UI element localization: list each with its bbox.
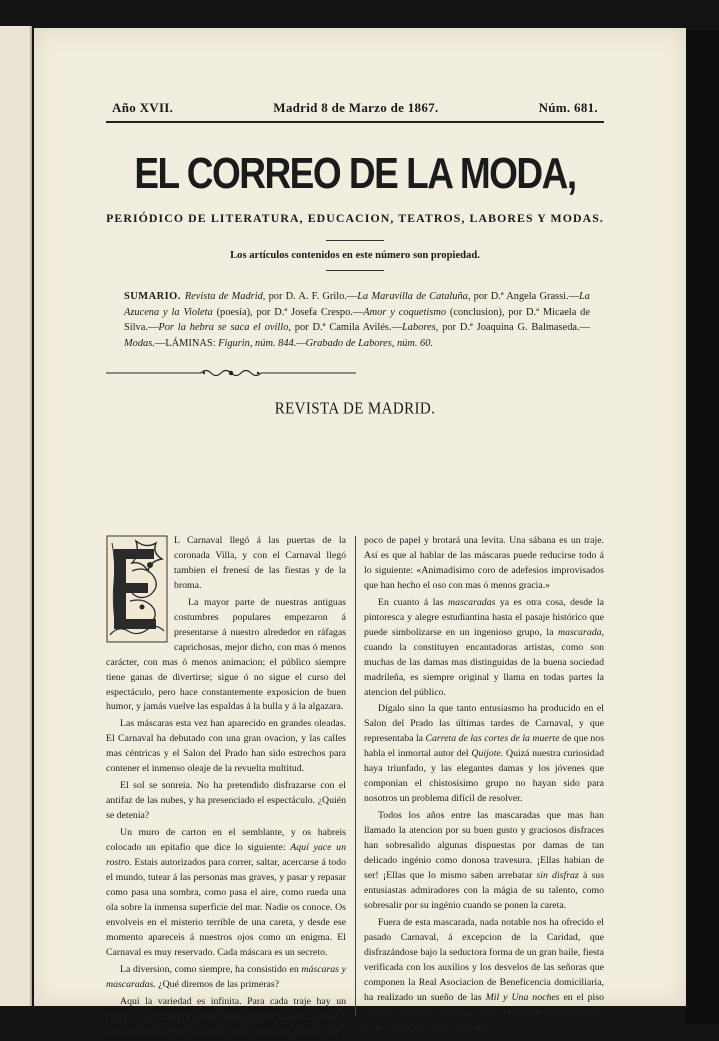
text-run: Modas.	[124, 337, 155, 349]
text-run: , por D. A. F. Grilo.—	[262, 291, 358, 302]
text-run: La diversion, como siempre, ha consistido en	[120, 963, 302, 975]
divider-rule	[326, 270, 384, 271]
ornament-divider	[106, 368, 356, 378]
text-run: ya es otra cosa, desde la pintoresca y alegre estudiantina hasta el pasaje histórico que puede simbolizarse en un ingenioso grupo, la	[364, 596, 604, 638]
issue-date: Madrid 8 de Marzo de 1867.	[273, 100, 439, 115]
text-run: de que nos habla el inmortal autor del	[364, 733, 605, 760]
text-run: Fuera de esta mascarada, nada notable nos ha ofrecido el pasado Carnaval, á excepcion de la Caridad, que disfrazándose bajo la seductora forma de un gran baile, fiesta verificada con los auxilios y los desvelos de las señoras que componen la Real Asociacion de Beneficencia domiciliaria, ha realizado un sueño de las	[364, 916, 604, 1003]
masthead-info	[106, 100, 604, 118]
summary-block	[106, 289, 604, 351]
text-run: (poesía), por D.ª Josefa Crespo.—	[212, 306, 364, 318]
text-run: —LÁMINAS:	[154, 337, 219, 349]
text-run: máscaras y mascaradas.	[106, 963, 347, 990]
divider-rule	[326, 240, 384, 241]
text-run: mascarada,	[558, 626, 604, 638]
text-run: Aquí la variedad es infinita. Para cada traje hay un capricho, de cualquier cosa puede hacerse un sombrero. En estos vestidos todos los sastres son á propósito. Recojed un	[106, 995, 346, 1037]
text-run: Las máscaras esta vez han aparecido en grandes oleadas. El Carnaval ha debutado con una gran ovacion, y las calles mas céntricas y el Salon del Prado han sido estrechos para contener el inmenso oleaje de la revuelta multitud.	[106, 718, 346, 775]
article-paragraph	[106, 717, 346, 777]
text-run: poco de papel y brotará una levita. Una sábana es un traje. Así es que al hablar de las máscaras puede reducirse todo á lo siguiente: «Animadísimo coro de adefesios improvisados que han hecho el oso con mas ó menos gracia.»	[364, 535, 604, 591]
issue-number: Núm. 681.	[538, 100, 598, 115]
text-run: Quijote.	[471, 748, 504, 760]
article-column-right	[364, 534, 604, 1041]
scan-background	[686, 30, 719, 1024]
text-run: Por la hebra se saca el ovillo	[158, 322, 289, 333]
text-run: , por D.ª Angela Grassi.—	[467, 291, 580, 302]
newspaper-subtitle: PERIÓDICO DE LITERATURA, EDUCACION, TEATROS, LABORES Y MODAS.	[106, 211, 604, 225]
article-paragraph	[364, 809, 604, 914]
ornamental-dropcap-e-icon	[106, 535, 168, 643]
masthead-rule	[106, 121, 604, 123]
article-paragraph	[106, 995, 346, 1040]
text-run: En cuanto á las	[378, 596, 449, 608]
newspaper-page	[34, 28, 686, 1037]
adjacent-page-edge	[0, 26, 32, 1006]
text-run: Un muro de carton en el semblante, y os habreis colocado un epitafio que dice lo siguiente:	[106, 827, 346, 854]
text-run: cuando la constituyen encantadoras artistas, como son muchas de las damas mas distinguidas de la buena sociedad madrileña, es siempre original y llama en todas partes la atencion del público.	[364, 641, 604, 698]
property-notice: Los artículos contenidos en este número son propiedad.	[230, 250, 480, 261]
text-run: mascaradas	[448, 596, 496, 608]
text-run: (conclusion), por D.ª Micaela de Silva.—	[124, 306, 590, 333]
article-paragraph	[364, 916, 604, 1036]
section-title: REVISTA DE MADRID.	[274, 399, 436, 418]
text-run: L Carnaval llegó á las puertas de la coronada Villa, y con el Carnaval llegó tambien el frenesí de las fiestas y de la broma.	[174, 535, 346, 591]
text-run: Quizá nuestra curiosidad haya triunfado, y las elegantes damas y los jóvenes que componian el chistosísimo grupo no hayan sido para nosotros un problema difícil de resolver.	[364, 748, 605, 805]
summary-text	[124, 291, 590, 349]
article-paragraph	[106, 779, 346, 824]
text-run: en el piso bajo del magnífico edificio que el Duque de Granada posée en la Cuesta de Santo Domingo.	[364, 991, 604, 1033]
text-run: La Maravilla de Cataluña	[357, 291, 468, 302]
newspaper-title: EL CORREO DE LA MODA,	[134, 149, 576, 198]
text-run: á sus entusiastas admiradores con la mágia de su talento, como sobresalir por su ingénio cuando se ponen la careta.	[364, 869, 605, 911]
text-run: Todos los años entre las mascaradas que mas han llamado la atencion por su buen gusto y graciosos disfraces han sobresalido algunas dispuestas por damas de tan delicado ingénio como donosa travesura. ¡Ellas habian de ser! ¡Ellas que lo mismo saben arrebatar	[364, 810, 604, 881]
article-paragraph	[106, 826, 346, 961]
text-run: Figurin, núm. 844.—Grabado de Labores, núm. 60.	[218, 337, 434, 349]
article-paragraph	[364, 702, 604, 807]
column-divider	[355, 536, 356, 1016]
article-paragraph	[106, 963, 346, 993]
text-run: La Azucena y la Violeta	[124, 291, 591, 318]
summary-label: SUMARIO.	[124, 291, 181, 302]
text-run: El sol se sonreia. No ha pretendido disfrazarse con el antifaz de las nubes, y ha presenciado el espectáculo. ¿Quién se detenia?	[106, 780, 346, 822]
article-column-left	[106, 534, 346, 1041]
text-run: La mayor parte de nuestras antiguas costumbres populares empezaron á presentarse á nuestro alrededor en ráfagas caprichosas, mejor dicho, con mas ó menos carácter, con mas ó menos animacion; el público siempre tiene ganas de divertirse; sigue ó no sigue el curso del espectáculo, pero hace constantemente exposicion de buen humor, y jamás vuelve las espaldas á la bulla y á la algazara.	[106, 596, 346, 713]
issue-year: Año XVII.	[112, 100, 174, 115]
text-run: ¿Qué diremos de las primeras?	[155, 978, 280, 990]
text-run: Estais autorizados para correr, saltar, acercarse á todo el mundo, tutear á las personas mas graves, y pasar y repasar como pasa una sombra, como pasa el aire, como rueda una ola sobre la inmensa superficie del mar. Nadie os conoce. Os envolveis en el misterio terrible de una careta, y desde ese momento apareceis á nuestros ojos como un enigma. El Carnaval es muy reservado. Cada máscara es un secreto.	[106, 857, 346, 958]
text-run: , por D.ª Camila Avilés.—	[288, 322, 402, 333]
page-content	[106, 100, 605, 1037]
text-run: Dígalo sino la que tanto entusiasmo ha producido en el Salon del Prado las últimas tardes de Carnaval, y que representaba la	[364, 703, 604, 745]
article-paragraph	[364, 596, 604, 701]
article-paragraph	[364, 534, 604, 594]
text-run: Mil y Una noches	[485, 991, 560, 1003]
text-run: sin disfraz	[536, 869, 579, 881]
text-run: por D.ª Joaquina G. Balmaseda.—	[438, 322, 590, 333]
article-columns	[106, 534, 604, 1041]
text-run: Carreta de las cortes de la muerte	[425, 733, 560, 745]
text-run: Amor y coquetismo	[363, 306, 447, 318]
text-run: Labores,	[401, 322, 439, 333]
text-run: Aquí yace un rostro.	[106, 842, 346, 869]
text-run: Revista de Madrid	[184, 291, 263, 302]
